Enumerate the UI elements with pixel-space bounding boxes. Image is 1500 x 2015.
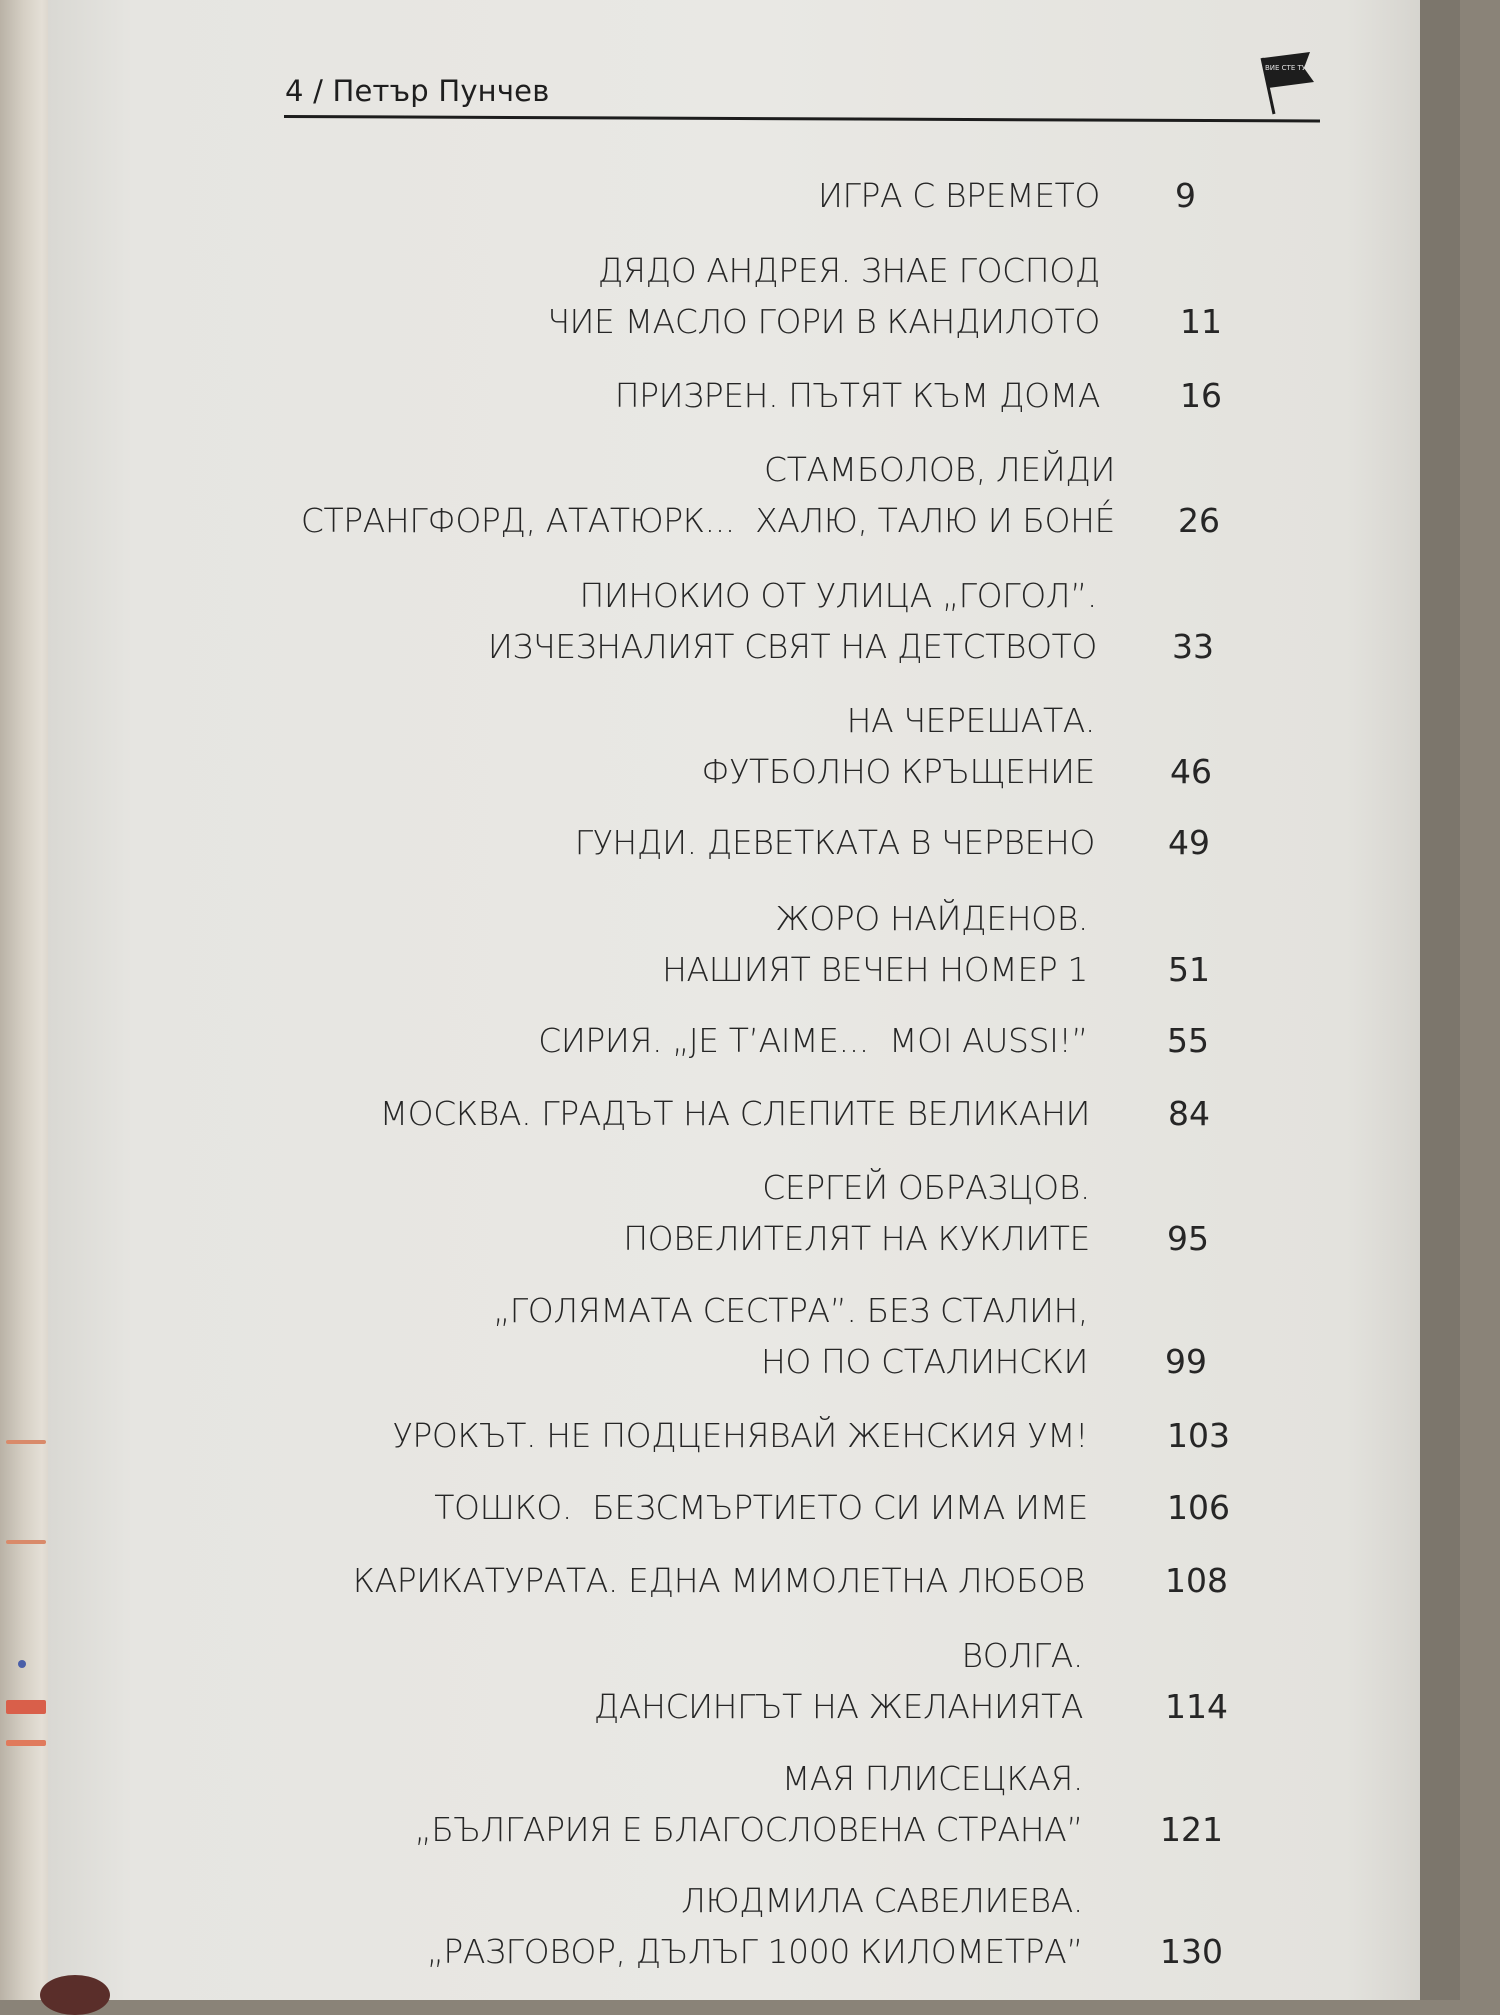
toc-entry-line: СТРАНГФОРД, АТАТЮРК... ХАЛЮ, ТАЛЮ И БОНЕ́ xyxy=(300,501,1115,540)
toc-entry-line: СЕРГЕЙ ОБРАЗЦОВ. xyxy=(762,1168,1090,1207)
toc-entry-page-number: 108 xyxy=(1165,1561,1228,1600)
toc-entry-line: НА ЧЕРЕШАТА. xyxy=(846,701,1095,740)
toc-entry-line: ФУТБОЛНО КРЪЩЕНИЕ xyxy=(701,752,1095,791)
toc-entry-line: КАРИКАТУРАТА. ЕДНА МИМОЛЕТНА ЛЮБОВ xyxy=(352,1561,1085,1600)
toc-entry-line: „БЪЛГАРИЯ Е БЛАГОСЛОВЕНА СТРАНА” xyxy=(414,1810,1083,1849)
toc-entry-page-number: 121 xyxy=(1160,1810,1223,1849)
toc-entry-title xyxy=(662,893,1088,995)
toc-entry-line: ИЗЧЕЗНАЛИЯТ СВЯТ НА ДЕТСТВОТО xyxy=(487,627,1097,666)
toc-entry-line: ТОШКО. БЕЗСМЪРТИЕТО СИ ИМА ИМЕ xyxy=(434,1488,1088,1527)
toc-entry-page-number: 26 xyxy=(1178,501,1220,540)
toc-entry-title xyxy=(415,1753,1083,1855)
toc-entry-title xyxy=(615,370,1100,421)
toc-entry-title xyxy=(818,170,1100,221)
toc-entry-page-number: 9 xyxy=(1175,176,1196,215)
toc-entry-title xyxy=(353,1555,1085,1606)
toc-entry-page-number: 130 xyxy=(1160,1932,1223,1971)
toc-entry-title xyxy=(427,1875,1083,1977)
toc-entry-title xyxy=(701,695,1095,797)
toc-entry-page-number: 103 xyxy=(1167,1416,1230,1455)
toc-entry-page-number: 99 xyxy=(1165,1342,1207,1381)
toc-entry-title xyxy=(575,817,1095,868)
toc-entry-title xyxy=(488,570,1097,672)
toc-entry-line: ИГРА С ВРЕМЕТО xyxy=(817,176,1100,215)
toc-entry-title xyxy=(434,1482,1088,1533)
toc-entry-page-number: 33 xyxy=(1172,627,1214,666)
toc-entry-line: ДАНСИНГЪТ НА ЖЕЛАНИЯТА xyxy=(593,1687,1083,1726)
toc-entry-line: МОСКВА. ГРАДЪТ НА СЛЕПИТЕ ВЕЛИКАНИ xyxy=(379,1094,1090,1133)
running-head: 4 / Петър Пунчев xyxy=(285,74,550,108)
logo-text: ВИЕ СТЕ ТУК xyxy=(1264,64,1312,72)
toc-entry-title xyxy=(380,1088,1090,1139)
toc-entry-line: ГУНДИ. ДЕВЕТКАТА В ЧЕРВЕНО xyxy=(574,823,1095,862)
toc-entry-line: СТАМБОЛОВ, ЛЕЙДИ xyxy=(764,450,1115,489)
toc-entry-page-number: 55 xyxy=(1167,1021,1209,1060)
toc-entry-title xyxy=(594,1630,1083,1732)
toc-entry-page-number: 95 xyxy=(1167,1219,1209,1258)
toc-entry-page-number: 106 xyxy=(1167,1488,1230,1527)
toc-entry-page-number: 16 xyxy=(1180,376,1222,415)
toc-entry-title xyxy=(301,444,1115,546)
toc-entry-line: НАШИЯТ ВЕЧЕН НОМЕР 1 xyxy=(662,950,1088,989)
toc-entry-page-number: 46 xyxy=(1170,752,1212,791)
toc-entry-line: СИРИЯ. „JE T’AIME... MOI AUSSI!” xyxy=(538,1021,1088,1060)
toc-entry-page-number: 49 xyxy=(1168,823,1210,862)
toc-entry-title xyxy=(393,1410,1088,1461)
toc-entry-title xyxy=(547,245,1100,347)
toc-entry-line: ПИНОКИО ОТ УЛИЦА „ГОГОЛ”. xyxy=(579,576,1097,615)
toc-entry-page-number: 51 xyxy=(1168,950,1210,989)
toc-entry-page-number: 114 xyxy=(1165,1687,1228,1726)
toc-entry-line: ВОЛГА. xyxy=(961,1636,1083,1675)
finger xyxy=(40,1975,110,2015)
toc-entry-line: ПРИЗРЕН. ПЪТЯТ КЪМ ДОМА xyxy=(614,376,1100,415)
toc-entry-title xyxy=(493,1285,1088,1387)
toc-entry-title xyxy=(538,1015,1088,1066)
toc-entry-line: НО ПО СТАЛИНСКИ xyxy=(760,1342,1088,1381)
toc-entry-line: „ГОЛЯМАТА СЕСТРА”. БЕЗ СТАЛИН, xyxy=(493,1291,1088,1330)
toc-entry-line: ДЯДО АНДРЕЯ. ЗНАЕ ГОСПОД xyxy=(597,251,1100,290)
toc-entry-line: ПОВЕЛИТЕЛЯТ НА КУКЛИТЕ xyxy=(623,1219,1090,1258)
toc-entry-line: УРОКЪТ. НЕ ПОДЦЕНЯВАЙ ЖЕНСКИЯ УМ! xyxy=(392,1416,1088,1455)
toc-entry-title xyxy=(623,1162,1090,1264)
toc-entry-line: МАЯ ПЛИСЕЦКАЯ. xyxy=(781,1759,1083,1798)
toc-entry-line: „РАЗГОВОР, ДЪЛЪГ 1000 КИЛОМЕТРА” xyxy=(426,1932,1083,1971)
toc-entry-line: ЖОРО НАЙДЕНОВ. xyxy=(775,899,1088,938)
toc-entry-page-number: 84 xyxy=(1168,1094,1210,1133)
toc-entry-line: ЧИЕ МАСЛО ГОРИ В КАНДИЛОТО xyxy=(547,302,1100,341)
toc-entry-page-number: 11 xyxy=(1180,302,1222,341)
toc-entry-line: ЛЮДМИЛА САВЕЛИЕВА. xyxy=(681,1881,1083,1920)
